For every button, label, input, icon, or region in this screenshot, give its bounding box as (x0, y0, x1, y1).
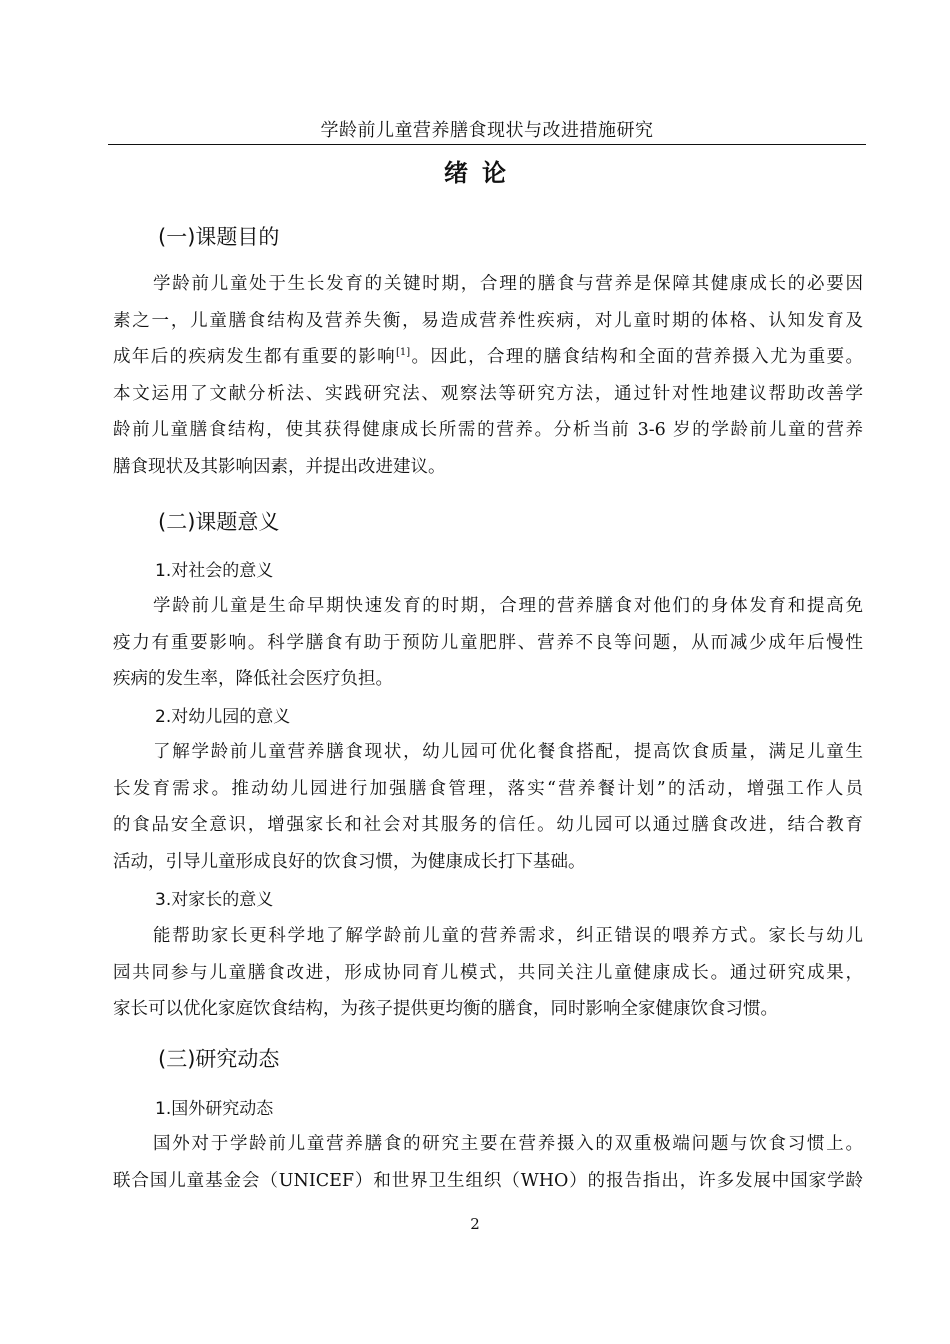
paragraph-kindergarten (113, 734, 863, 880)
paragraph-foreign-research (113, 1126, 863, 1199)
paragraph-line: 素之一，儿童膳食结构及营养失衡，易造成营养性疾病，对儿童时期的体格、认知发育及 (113, 310, 863, 331)
paragraph-line: 了解学龄前儿童营养膳食现状，幼儿园可优化餐食搭配，提高饮食质量，满足儿童生 (153, 742, 863, 762)
section-heading-significance: (二)课题意义 (158, 510, 280, 534)
section-heading-research-trends: (三)研究动态 (158, 1047, 280, 1071)
paragraph-line: 园共同参与儿童膳食改进，形成协同育儿模式，共同关注儿童健康成长。通过研究成果， (113, 962, 863, 983)
section-heading-purpose: (一)课题目的 (158, 225, 280, 249)
paragraph-line: 疫力有重要影响。科学膳食有助于预防儿童肥胖、营养不良等问题，从而减少成年后慢性 (113, 632, 863, 653)
paragraph-line: 学龄前儿童是生命早期快速发育的时期，合理的营养膳食对他们的身体发育和提高免 (153, 596, 863, 616)
paragraph-line: 膳食现状及其影响因素，并提出改进建议。 (113, 456, 446, 477)
subsection-heading-society: 1.对社会的意义 (155, 561, 274, 581)
paragraph-line: 家长可以优化家庭饮食结构，为孩子提供更均衡的膳食，同时影响全家健康饮食习惯。 (113, 999, 778, 1020)
paragraph-line (113, 339, 863, 376)
paragraph-line: 本文运用了文献分析法、实践研究法、观察法等研究方法，通过针对性地建议帮助改善学 (113, 383, 863, 404)
line-text: 。因此，合理的膳食结构和全面的营养摄入尤为重要。 (410, 347, 863, 368)
paragraph-purpose (113, 266, 863, 486)
paragraph-line: 能帮助家长更科学地了解学龄前儿童的营养需求，纠正错误的喂养方式。家长与幼儿 (153, 926, 863, 946)
subsection-heading-kindergarten: 2.对幼儿园的意义 (155, 707, 291, 727)
header-rule (108, 144, 866, 145)
paragraph-society (113, 588, 863, 698)
citation-marker: [1] (396, 347, 411, 359)
paragraph-line: 活动，引导儿童形成良好的饮食习惯，为健康成长打下基础。 (113, 851, 586, 872)
subsection-heading-foreign-research: 1.国外研究动态 (155, 1099, 274, 1119)
paragraph-line: 的食品安全意识，增强家长和社会对其服务的信任。幼儿园可以通过膳食改进，结合教育 (113, 815, 863, 836)
page-number: 2 (470, 1215, 480, 1233)
line-text: 成年后的疾病发生都有重要的影响 (113, 347, 397, 368)
paragraph-line: 长发育需求。推动幼儿园进行加强膳食管理，落实“营养餐计划”的活动，增强工作人员 (113, 778, 863, 799)
paragraph-line: 龄前儿童膳食结构，使其获得健康成长所需的营养。分析当前 3-6 岁的学龄前儿童的营养 (113, 420, 863, 441)
paragraph-line: 疾病的发生率，降低社会医疗负担。 (113, 669, 393, 690)
paragraph-parents (113, 918, 863, 1028)
paragraph-line: 学龄前儿童处于生长发育的关键时期，合理的膳食与营养是保障其健康成长的必要因 (153, 274, 863, 294)
paragraph-line: 联合国儿童基金会（UNICEF）和世界卫生组织（WHO）的报告指出，许多发展中国家学龄 (113, 1170, 863, 1191)
paragraph-line: 国外对于学龄前儿童营养膳食的研究主要在营养摄入的双重极端问题与饮食习惯上。 (153, 1134, 863, 1154)
subsection-heading-parents: 3.对家长的意义 (155, 890, 274, 910)
running-header: 学龄前儿童营养膳食现状与改进措施研究 (320, 120, 654, 141)
chapter-title: 绪论 (444, 159, 520, 187)
